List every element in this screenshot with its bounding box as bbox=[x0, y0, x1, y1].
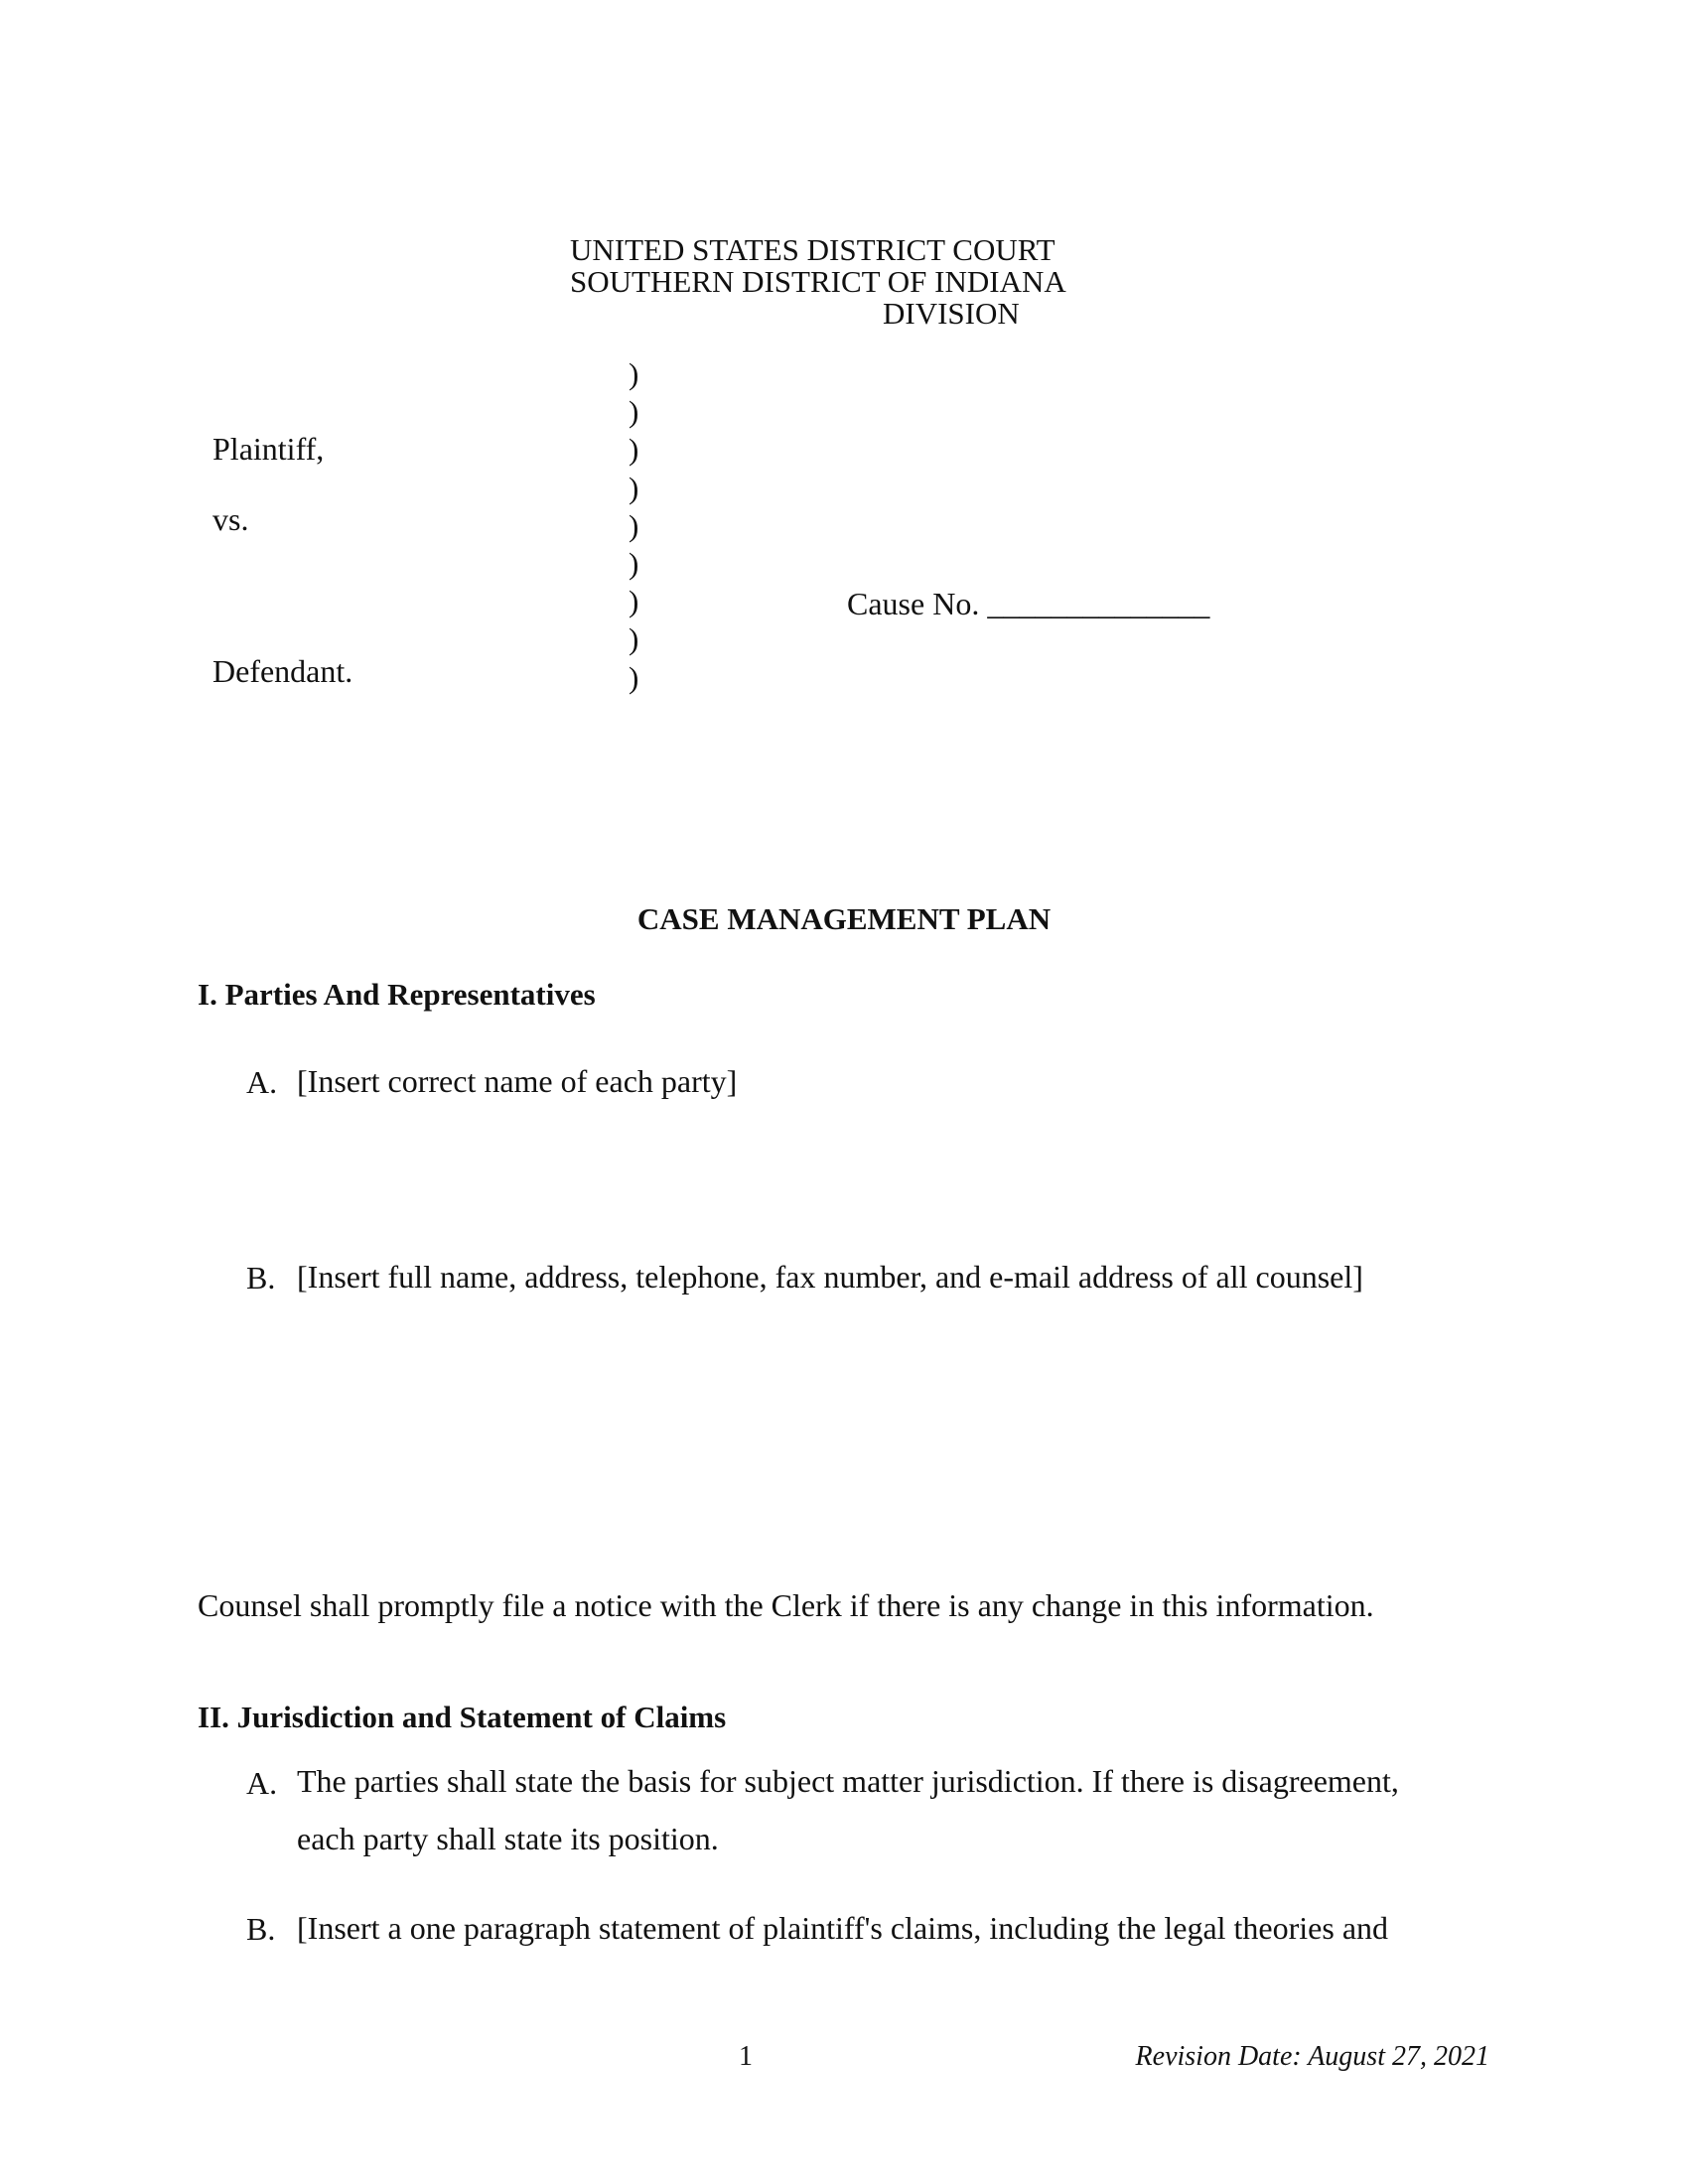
district-name: SOUTHERN DISTRICT OF INDIANA bbox=[570, 264, 1066, 299]
paren-mark: ) bbox=[629, 356, 639, 391]
counsel-notice: Counsel shall promptly file a notice with the Clerk if there is any change in this information. bbox=[198, 1587, 1374, 1623]
caption-paren-column bbox=[629, 355, 638, 697]
paren-mark: ) bbox=[629, 394, 639, 430]
document-title: CASE MANAGEMENT PLAN bbox=[636, 901, 1052, 936]
cause-number-blank: ______________ bbox=[987, 586, 1210, 621]
paren-mark: ) bbox=[629, 470, 639, 505]
cause-number-label: Cause No. bbox=[847, 586, 980, 621]
defendant-label: Defendant. bbox=[212, 653, 353, 689]
versus-label: vs. bbox=[212, 501, 249, 537]
section-2-item-a-letter: A. bbox=[246, 1765, 278, 1801]
page-number: 1 bbox=[739, 2041, 753, 2072]
paren-mark: ) bbox=[629, 621, 639, 657]
plaintiff-label: Plaintiff, bbox=[212, 431, 325, 467]
section-1-item-a-text: [Insert correct name of each party] bbox=[297, 1063, 738, 1099]
division-label: DIVISION bbox=[883, 296, 1020, 331]
section-2-item-a-line-2: each party shall state its position. bbox=[297, 1821, 719, 1856]
section-1-item-b-letter: B. bbox=[246, 1260, 276, 1296]
cause-number bbox=[847, 584, 1209, 623]
paren-mark: ) bbox=[629, 507, 639, 543]
revision-date: Revision Date: August 27, 2021 bbox=[1135, 2041, 1489, 2072]
section-2-item-a-line-1: The parties shall state the basis for subject matter jurisdiction. If there is disagreement, bbox=[297, 1763, 1399, 1799]
section-1-item-b-text: [Insert full name, address, telephone, fax number, and e-mail address of all counsel] bbox=[297, 1259, 1363, 1295]
paren-mark: ) bbox=[629, 659, 639, 695]
section-2-item-b-line-1: [Insert a one paragraph statement of plaintiff's claims, including the legal theories and bbox=[297, 1910, 1389, 1946]
section-2-heading: II. Jurisdiction and Statement of Claims bbox=[198, 1700, 727, 1734]
section-2-item-b-letter: B. bbox=[246, 1911, 276, 1947]
court-name: UNITED STATES DISTRICT COURT bbox=[570, 232, 1055, 267]
paren-mark: ) bbox=[629, 545, 639, 581]
paren-mark: ) bbox=[629, 432, 639, 468]
section-1-heading: I. Parties And Representatives bbox=[198, 977, 596, 1012]
section-1-item-a-letter: A. bbox=[246, 1064, 278, 1100]
paren-mark: ) bbox=[629, 584, 639, 619]
